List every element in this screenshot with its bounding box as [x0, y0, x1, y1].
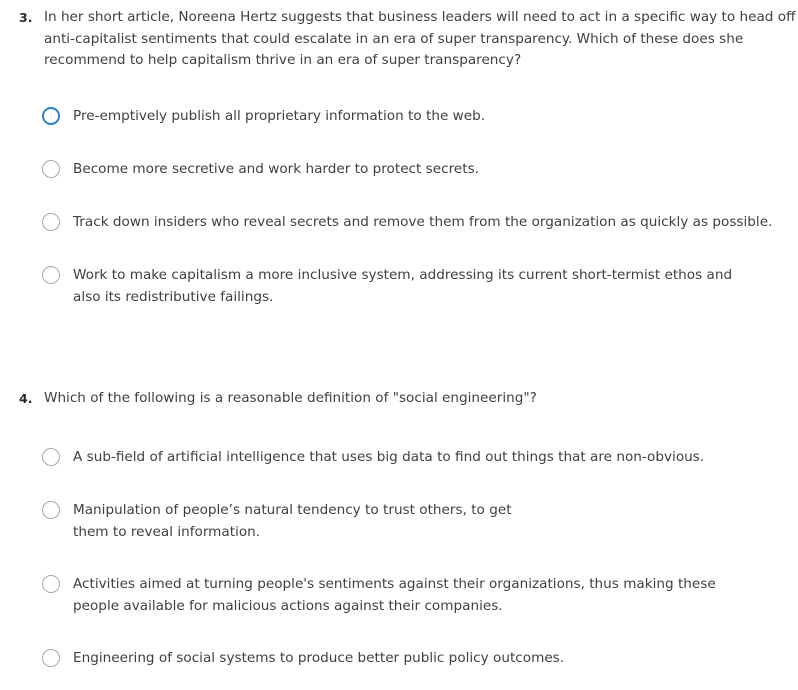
option-4b[interactable] — [42, 500, 762, 544]
option-label: Work to make capitalism a more inclusive system, addressing its current short-termist ethos and also its redistributive failings. — [73, 267, 733, 305]
option-label: Activities aimed at turning people's sentiments against their organizations, thus making these people available for malicious actions against their companies. — [73, 576, 716, 614]
radio-button[interactable] — [42, 213, 60, 231]
question-text: Which of the following is a reasonable definition of "social engineering"? — [44, 390, 537, 406]
radio-button[interactable] — [42, 107, 60, 125]
option-label: Pre-emptively publish all proprietary information to the web. — [73, 108, 486, 124]
option-3b[interactable] — [42, 159, 762, 181]
option-3d[interactable] — [42, 265, 762, 309]
radio-button[interactable] — [42, 160, 60, 178]
option-label: Track down insiders who reveal secrets and remove them from the organization as quickly as possible. — [73, 214, 773, 230]
radio-button[interactable] — [42, 501, 60, 519]
option-4a[interactable] — [42, 447, 762, 469]
option-label: Manipulation of people’s natural tendency to trust others, to get them to reveal information. — [73, 502, 512, 540]
radio-button[interactable] — [42, 266, 60, 284]
option-label: Become more secretive and work harder to protect secrets. — [73, 161, 479, 177]
option-3c[interactable] — [42, 212, 773, 234]
radio-button[interactable] — [42, 575, 60, 593]
question-text: In her short article, Noreena Hertz suggests that business leaders will need to act in a specific way to head off anti-capitalist sentiments that could escalate in an era of super transparency. Which of these does she recommend to help capitalism thrive in an era of super transparency? — [44, 9, 796, 68]
radio-button[interactable] — [42, 649, 60, 667]
option-label: Engineering of social systems to produce better public policy outcomes. — [73, 650, 565, 666]
radio-button[interactable] — [42, 448, 60, 466]
option-4c[interactable] — [42, 574, 762, 618]
option-label: A sub-field of artificial intelligence that uses big data to find out things that are non-obvious. — [73, 449, 705, 465]
option-3a[interactable] — [42, 106, 762, 128]
option-4d[interactable] — [42, 648, 762, 670]
question-number: 3. — [19, 10, 33, 25]
question-number: 4. — [19, 391, 33, 406]
